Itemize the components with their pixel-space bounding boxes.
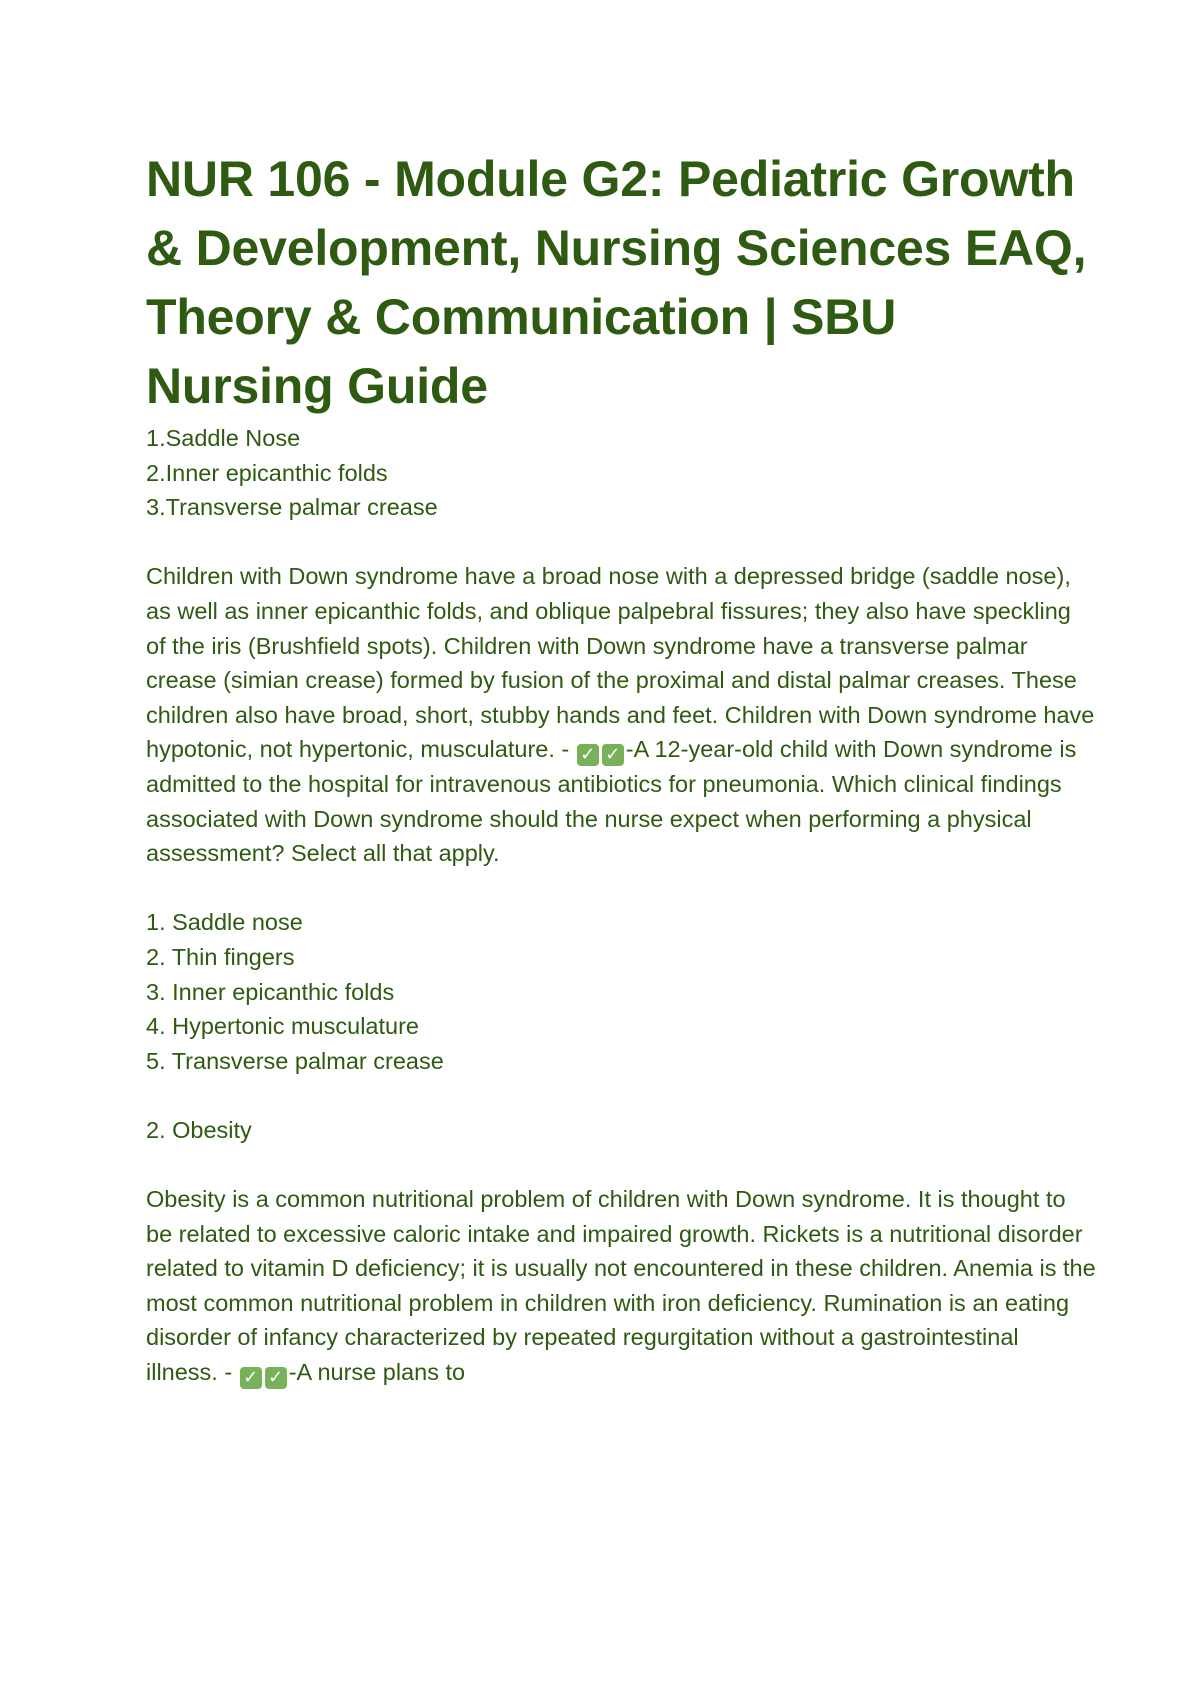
check-mark-button-icon: ✓ (265, 1367, 287, 1389)
rationale-2-text: Obesity is a common nutritional problem of children with Down syndrome. It is thought to be related to excessive caloric intake and impaired growth. Rickets is a nutritional disorder related to vitamin D deficiency; it is usually not encountered in these children. Anemia is the most common nutritional problem in children with iron deficiency. Rumination is an eating disorder of infancy characterized by repeated regurgitation without a gastrointestinal illness. - (146, 1186, 1096, 1386)
rationale-1-text: Children with Down syndrome have a broad nose with a depressed bridge (saddle nose), as well as inner epicanthic folds, and oblique palpebral fissures; they also have speckling of the iris (Brushfield spots). Children with Down syndrome have a transverse palmar crease (simian crease) formed by fusion of the proximal and distal palmar creases. These children also have broad, short, stubby hands and feet. Children with Down syndrome have hypotonic, not hypertonic, musculature. - (146, 563, 1095, 763)
answer-list-1 (146, 421, 1096, 525)
check-mark-button-icon: ✓ (577, 744, 599, 766)
document-title: NUR 106 - Module G2: Pediatric Growth & Development, Nursing Sciences EAQ, Theory & Communication | SBU Nursing Guide (146, 151, 1087, 414)
document-page (146, 145, 1096, 1390)
rationale-paragraph-1 (146, 559, 1096, 870)
options-list-1 (146, 905, 1096, 1078)
option-item: 1. Saddle nose (146, 909, 303, 936)
answer-item: 3.Transverse palmar crease (146, 494, 438, 521)
option-item: 2. Thin fingers (146, 943, 295, 970)
paragraph-gap (146, 525, 1096, 560)
paragraph-gap (146, 871, 1096, 906)
rationale-paragraph-2 (146, 1182, 1096, 1390)
answer-item: 1.Saddle Nose (146, 425, 301, 451)
option-item: 5. Transverse palmar crease (146, 1047, 444, 1074)
option-item: 3. Inner epicanthic folds (146, 978, 395, 1005)
paragraph-gap (146, 1078, 1096, 1113)
question-2-text: -A nurse plans to (288, 1359, 466, 1386)
option-item: 4. Hypertonic musculature (146, 1013, 419, 1040)
question-1-text: -A 12-year-old child with Down syndrome is admitted to the hospital for intravenous antibiotics for pneumonia. Which clinical findings associated with Down syndrome should the nurse expect when performing a physical assessment? Select all that apply. (146, 736, 1077, 867)
check-mark-button-icon: ✓ (602, 744, 624, 766)
paragraph-gap (146, 1147, 1096, 1182)
answer-2: 2. Obesity (146, 1116, 252, 1143)
answer-item: 2.Inner epicanthic folds (146, 459, 388, 486)
check-mark-button-icon: ✓ (240, 1367, 262, 1389)
